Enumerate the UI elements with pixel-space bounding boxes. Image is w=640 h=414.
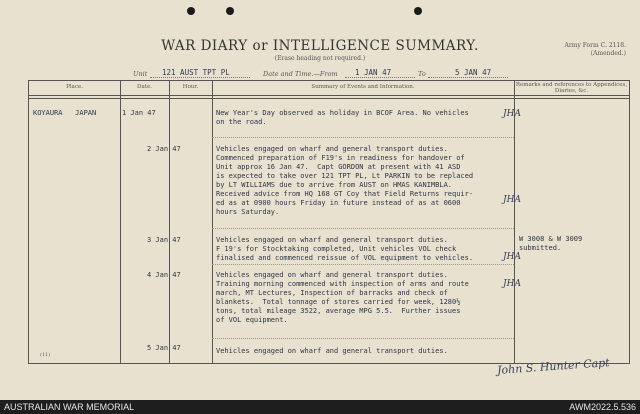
punch-hole	[226, 7, 234, 15]
entry-line: by LT WILLIAMS due to arrive from AUST on HMAS KANIMBLA.	[216, 181, 453, 189]
col-header-hour: Hour.	[182, 84, 199, 90]
archive-footer	[0, 400, 640, 414]
ruled-line	[212, 228, 514, 229]
header-divider	[29, 95, 629, 96]
form-reference-number: Army Form C. 2118.	[564, 42, 626, 49]
remarks-text: W 3008 & W 3009 submitted.	[519, 235, 583, 252]
entry-line: finalised and commenced reissue of VOL equipment to vehicles.	[216, 254, 474, 262]
initials: JHA	[503, 109, 521, 119]
entry-line: of VOL equipment.	[216, 316, 288, 324]
initials: JHA	[503, 279, 521, 289]
form-reference	[565, 42, 626, 58]
unit-underline	[150, 77, 250, 78]
ruled-line	[212, 264, 514, 265]
entry-line: Vehicles engaged on wharf and general transport duties.	[216, 145, 448, 153]
entry-line: Unit approx 16 Jan 47. Capt GORDON at present with 41 ASD	[216, 163, 461, 171]
entry-line: blankets. Total tonnage of stores carried for week, 1280½	[216, 298, 461, 306]
entry-line: Vehicles engaged on wharf and general transport duties.	[216, 271, 448, 279]
header-divider	[29, 98, 629, 99]
entry-date: 4 Jan 47	[147, 271, 181, 279]
unit-label: Unit	[133, 70, 148, 78]
initials: JHA	[503, 252, 521, 262]
initials: JHA	[503, 195, 521, 205]
entry-line: march, MT Lectures, Inspection of barracks and check of	[216, 289, 448, 297]
footer-code: (11)	[40, 352, 51, 358]
entry-date: 2 Jan 47	[147, 145, 181, 153]
entry-line: Received advice from HQ 168 GT Coy that Field Returns requir-	[216, 190, 474, 198]
entry-line: on the road.	[216, 118, 267, 126]
entry-line: Commenced preparation of F19's in readiness for handover of	[216, 154, 465, 162]
entry-line: ed as at 0900 hours Friday in future instead of as at 0600	[216, 199, 461, 207]
entry-line: Vehicles engaged on wharf and general transport duties.	[216, 236, 448, 244]
date-to-underline	[428, 77, 508, 78]
entry-line: New Year's Day observed as holiday in BCOF Area. No vehicles	[216, 109, 469, 117]
ruled-line	[212, 137, 514, 138]
punch-hole	[187, 7, 195, 15]
entry-line: F 19's for Stocktaking completed, Unit vehicles VOL check	[216, 245, 457, 253]
page-title: WAR DIARY or INTELLIGENCE SUMMARY.	[161, 38, 479, 54]
entry-line: hours Saturday.	[216, 208, 280, 216]
diary-table	[28, 80, 630, 364]
col-header-summary: Summary of Events and Information.	[311, 84, 415, 90]
entry-line: Training morning commenced with inspection of arms and route	[216, 280, 469, 288]
date-to: 5 JAN 47	[455, 68, 492, 77]
column-divider	[169, 81, 170, 363]
archive-id: AWM2022.5.536	[569, 402, 636, 412]
to-label: To	[418, 70, 426, 78]
unit-line	[0, 68, 640, 80]
entry-line: tons, total mileage 3522, average MPG 5.5. Further issues	[216, 307, 461, 315]
col-header-place: Place.	[66, 84, 83, 90]
unit-value: 121 AUST TPT PL	[162, 68, 230, 77]
entry-line: Vehicles engaged on wharf and general transport duties.	[216, 347, 448, 355]
entry-place: KOYAURA JAPAN	[33, 109, 97, 117]
signature: John S. Hunter Capt	[496, 356, 611, 377]
entry-line: is expected to take over 121 TPT PL, Lt PARKIN to be replaced	[216, 172, 474, 180]
ruled-line	[212, 338, 514, 339]
column-divider	[514, 81, 515, 363]
punch-hole	[414, 7, 422, 15]
entry-date: 1 Jan 47	[122, 109, 156, 117]
date-label: Date and Time.—From	[263, 70, 338, 78]
date-from-underline	[345, 77, 415, 78]
entry-date: 3 Jan 47	[147, 236, 181, 244]
entry-date: 5 Jan 47	[147, 344, 181, 352]
col-header-date: Date.	[137, 84, 152, 90]
form-reference-note: (Amended.)	[590, 50, 626, 57]
column-divider	[212, 81, 213, 363]
column-divider	[120, 81, 121, 363]
page-subtitle: (Erase heading not required.)	[274, 55, 366, 62]
col-header-remarks: Remarks and references to Appendices, Diaries, &c.	[515, 82, 628, 94]
archive-name: AUSTRALIAN WAR MEMORIAL	[4, 402, 135, 412]
date-from: 1 JAN 47	[355, 68, 392, 77]
